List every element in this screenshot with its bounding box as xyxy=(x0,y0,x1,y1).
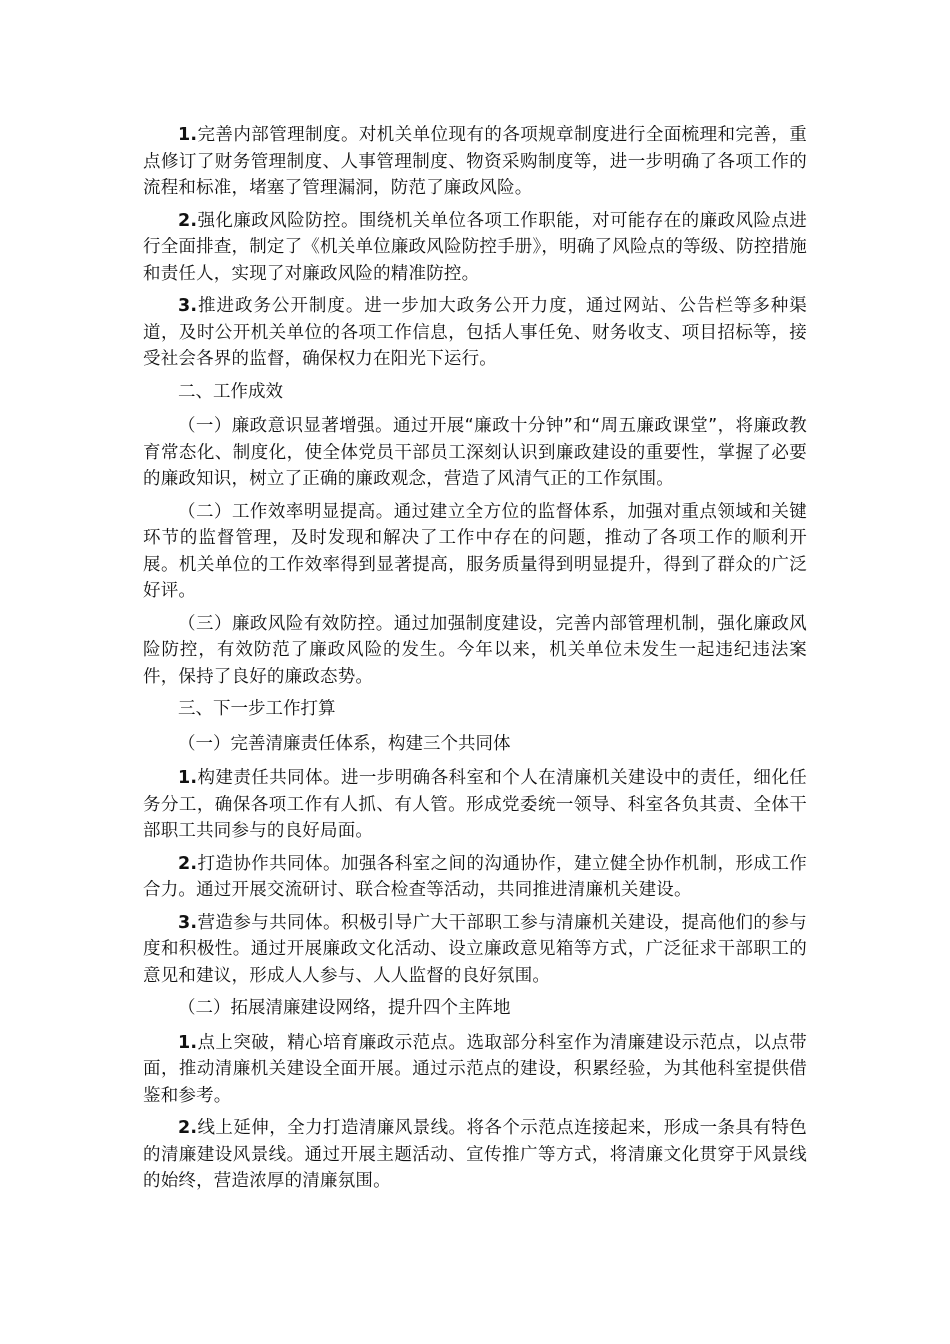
item-number: 3. xyxy=(178,912,198,933)
paragraph-text: 构建责任共同体。进一步明确各科室和个人在清廉机关建设中的责任，细化任务分工，确保各项工作有人抓、有人管。形成党委统一领导、科室各负其责、全体干部职工共同参与的良好局面。 xyxy=(143,768,807,841)
subsection-heading-network: （二）拓展清廉建设网络，提升四个主阵地 xyxy=(178,998,511,1018)
item-number: 2. xyxy=(178,210,198,231)
paragraph-result-1: （一）廉政意识显著增强。通过开展“廉政十分钟”和“周五廉政课堂”，将廉政教育常态化、制度化，使全体党员干部员工深刻认识到廉政建设的重要性，掌握了必要的廉政知识，树立了正确的廉政观念，营造了风清气正的工作氛围。 xyxy=(143,416,807,489)
section-heading-results: 二、工作成效 xyxy=(178,381,283,402)
paragraph-text: 线上延伸，全力打造清廉风景线。将各个示范点连接起来，形成一条具有特色的清廉建设风景线。通过开展主题活动、宣传推广等方式，将清廉文化贯穿于风景线的始终，营造浓厚的清廉氛围。 xyxy=(143,1118,807,1191)
paragraph-responsibility-3 xyxy=(143,910,807,990)
paragraph-text: 营造参与共同体。积极引导广大干部职工参与清廉机关建设，提高他们的参与度和积极性。通过开展廉政文化活动、设立廉政意见箱等方式，广泛征求干部职工的意见和建议，形成人人参与、人人监督的良好氛围。 xyxy=(143,912,807,986)
paragraph-item-3 xyxy=(143,293,807,373)
paragraph-responsibility-2 xyxy=(143,851,807,904)
paragraph-text: 完善内部管理制度。对机关单位现有的各项规章制度进行全面梳理和完善，重点修订了财务管理制度、人事管理制度、物资采购制度等，进一步明确了各项工作的流程和标准，堵塞了管理漏洞，防范了廉政风险。 xyxy=(143,125,807,198)
item-number: 1. xyxy=(178,125,198,145)
paragraph-text: 推进政务公开制度。进一步加大政务公开力度，通过网站、公告栏等多种渠道，及时公开机关单位的各项工作信息，包括人事任免、财务收支、项目招标等，接受社会各界的监督，确保权力在阳光下运行。 xyxy=(143,296,807,369)
subsection-heading-responsibility: （一）完善清廉责任体系，构建三个共同体 xyxy=(178,733,511,754)
paragraph-text: 打造协作共同体。加强各科室之间的沟通协作，建立健全协作机制，形成工作合力。通过开展交流研讨、联合检查等活动，共同推进清廉机关建设。 xyxy=(143,853,807,900)
item-number: 1. xyxy=(178,1032,198,1053)
paragraph-network-2 xyxy=(143,1115,807,1195)
paragraph-text: 强化廉政风险防控。围绕机关单位各项工作职能，对可能存在的廉政风险点进行全面排查，制定了《机关单位廉政风险防控手册》，明确了风险点的等级、防控措施和责任人，实现了对廉政风险的精准防控。 xyxy=(143,210,807,284)
paragraph-responsibility-1 xyxy=(143,765,807,845)
paragraph-item-2 xyxy=(143,208,807,288)
section-heading-next-steps: 三、下一步工作打算 xyxy=(178,699,336,719)
paragraph-result-2: （二）工作效率明显提高。通过建立全方位的监督体系，加强对重点领域和关键环节的监督管理，及时发现和解决了工作中存在的问题，推动了各项工作的顺利开展。机关单位的工作效率得到显著提高，服务质量得到明显提升，得到了群众的广泛好评。 xyxy=(143,501,807,601)
paragraph-result-3: （三）廉政风险有效防控。通过加强制度建设，完善内部管理机制，强化廉政风险防控，有效防范了廉政风险的发生。今年以来，机关单位未发生一起违纪违法案件，保持了良好的廉政态势。 xyxy=(143,613,807,687)
item-number: 1. xyxy=(178,768,198,788)
paragraph-network-1 xyxy=(143,1030,807,1110)
item-number: 3. xyxy=(178,296,198,316)
item-number: 2. xyxy=(178,1118,198,1138)
paragraph-text: 点上突破，精心培育廉政示范点。选取部分科室作为清廉建设示范点，以点带面，推动清廉机关建设全面开展。通过示范点的建设，积累经验，为其他科室提供借鉴和参考。 xyxy=(143,1032,807,1106)
item-number: 2. xyxy=(178,853,198,874)
paragraph-item-1 xyxy=(143,122,807,202)
